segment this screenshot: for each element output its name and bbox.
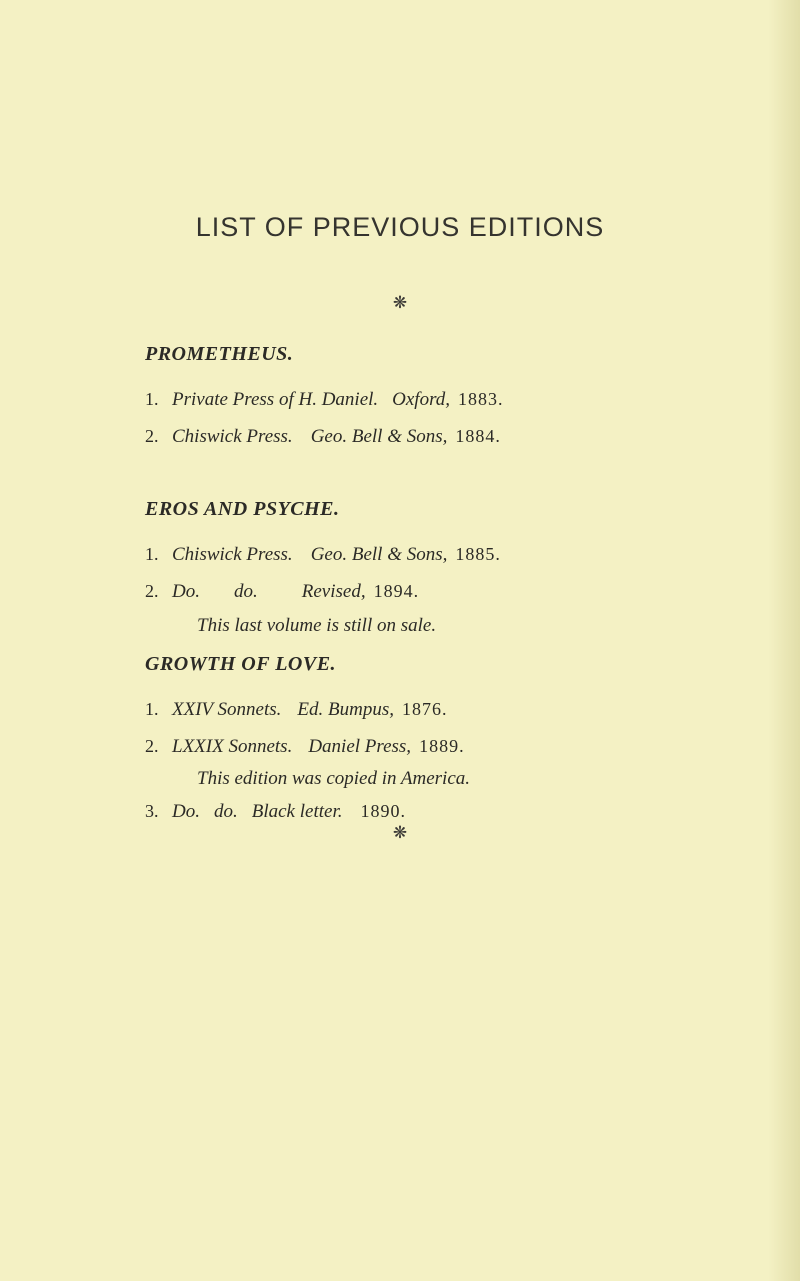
entry-year: 1890. <box>360 801 406 821</box>
entry-year: 1876. <box>402 699 448 719</box>
entry-number: 1. <box>145 544 159 564</box>
edition-entry <box>145 733 705 760</box>
entry-publisher: Private Press of H. Daniel. <box>172 389 379 410</box>
entry-publisher: Do. <box>172 581 200 602</box>
entry-number: 1. <box>145 389 159 409</box>
section-eros-and-psyche <box>145 497 705 639</box>
entry-publisher: XXIV Sonnets. <box>172 699 282 720</box>
entry-ditto: do. <box>213 801 238 822</box>
entry-place: Geo. Bell & Sons, <box>310 426 448 447</box>
edition-note: This edition was copied in America. <box>197 768 471 789</box>
section-heading: PROMETHEUS. <box>145 343 294 365</box>
entry-publisher: Chiswick Press. <box>172 544 293 565</box>
ornament-top-icon: ❋ <box>392 293 408 313</box>
entry-number: 1. <box>145 699 159 719</box>
edition-entry <box>145 386 705 413</box>
edition-entry <box>145 578 705 605</box>
entry-place: Oxford, <box>392 389 451 410</box>
entry-year: 1883. <box>458 389 504 409</box>
entry-place: Ed. Bumpus, <box>297 699 394 720</box>
entry-place: Geo. Bell & Sons, <box>310 544 448 565</box>
section-heading: GROWTH OF LOVE. <box>145 653 337 675</box>
page-title: LIST OF PREVIOUS EDITIONS <box>195 212 605 242</box>
section-prometheus <box>145 342 705 450</box>
edition-entry <box>145 798 705 825</box>
section-growth-of-love <box>145 652 705 825</box>
edition-entry <box>145 696 705 723</box>
section-heading: EROS AND PSYCHE. <box>145 498 340 520</box>
ornament-bottom-icon: ❋ <box>392 823 408 843</box>
entry-ditto: do. <box>233 581 258 602</box>
entry-number: 2. <box>145 426 159 446</box>
entry-year: 1885. <box>455 544 501 564</box>
entry-place: Revised, <box>301 581 366 602</box>
edition-note: This last volume is still on sale. <box>197 615 437 636</box>
entry-year: 1889. <box>419 736 465 756</box>
edition-entry <box>145 541 705 568</box>
edition-entry <box>145 423 705 450</box>
entry-number: 3. <box>145 801 159 821</box>
entry-place: Daniel Press, <box>308 736 412 757</box>
entry-number: 2. <box>145 581 159 601</box>
entry-publisher: LXXIX Sonnets. <box>172 736 293 757</box>
entry-place: Black letter. <box>251 801 343 822</box>
entry-number: 2. <box>145 736 159 756</box>
entry-year: 1894. <box>373 581 420 601</box>
entry-year: 1884. <box>455 426 501 446</box>
entry-publisher: Chiswick Press. <box>172 426 293 447</box>
entry-publisher: Do. <box>172 801 200 822</box>
